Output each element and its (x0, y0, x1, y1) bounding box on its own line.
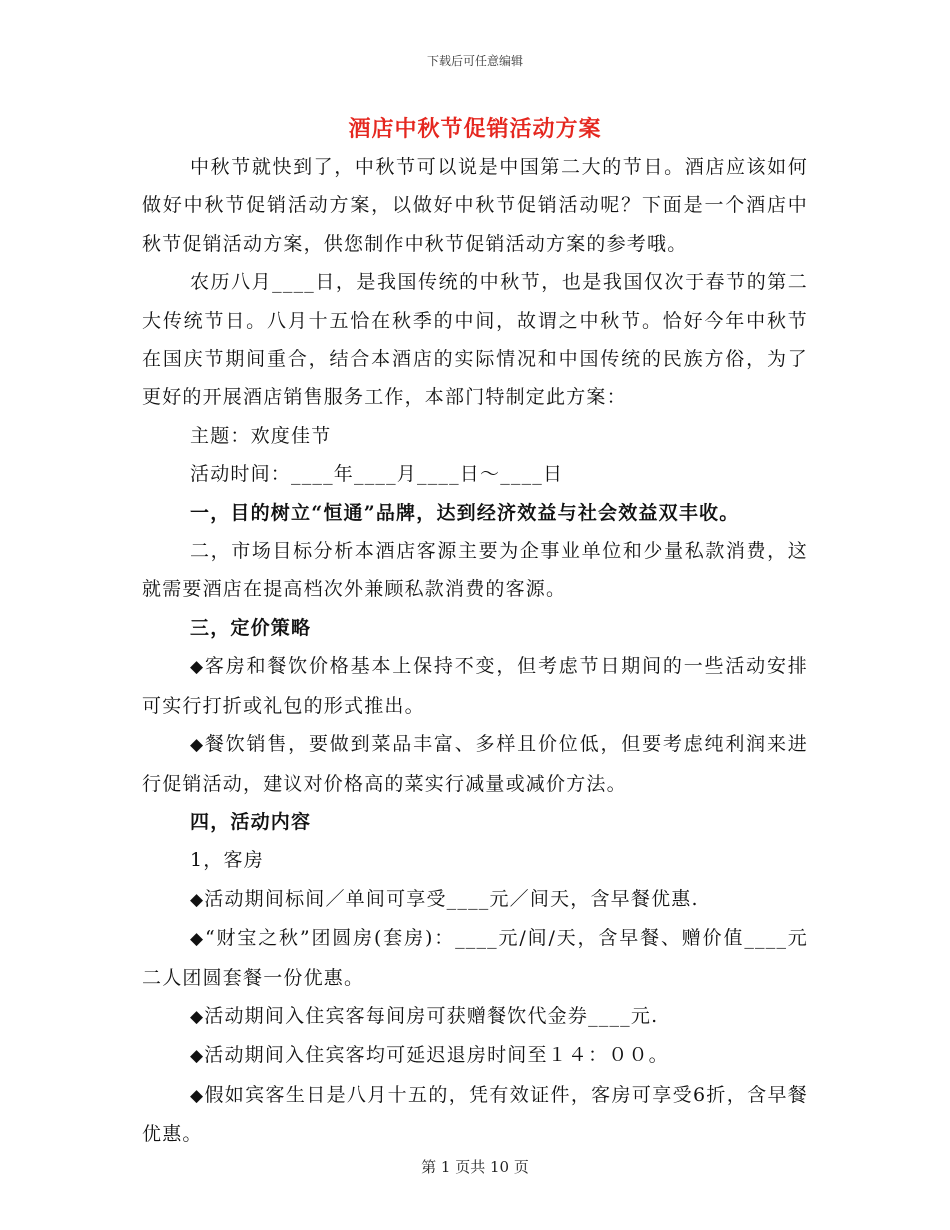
page-header-note: 下载后可任意编辑 (426, 54, 523, 68)
bullet-text: 活动期间标间／单间可享受____元／间天，含早餐优惠. (204, 887, 699, 910)
document-title: 酒店中秋节促销活动方案 (348, 116, 602, 142)
diamond-bullet-icon: ◆ (190, 929, 205, 950)
diamond-bullet-icon: ◆ (190, 1006, 205, 1027)
section-heading-goal: 一，目的树立“恒通”品牌，达到经济效益与社会效益双丰收。 (190, 501, 740, 524)
diamond-bullet-icon: ◆ (190, 889, 205, 910)
bullet-item-reunion-suite (142, 919, 808, 997)
subheading-rooms: 1，客房 (190, 849, 264, 872)
diamond-bullet-icon: ◆ (190, 735, 205, 756)
bullet-item-pricing-rooms (142, 647, 808, 725)
diamond-bullet-icon: ◆ (190, 1085, 205, 1106)
paragraph-intro: 中秋节就快到了，中秋节可以说是中国第二大的节日。酒店应该如何做好中秋节促销活动方案，以做好中秋节促销活动呢？下面是一个酒店中秋节促销活动方案，供您制作中秋节促销活动方案的参考哦。 (142, 156, 808, 255)
bullet-text: 活动期间入住宾客均可延迟退房时间至１４：００。 (204, 1044, 669, 1067)
bullet-text: 餐饮销售，要做到菜品丰富、多样且价位低，但要考虑纯利润来进行促销活动，建议对价格高的菜实行减量或减价方法。 (142, 733, 808, 795)
bullet-item-dining-voucher (142, 997, 808, 1036)
bullet-item-birthday-discount (142, 1076, 808, 1154)
document-body (142, 148, 808, 1154)
paragraph-market-analysis: 二，市场目标分析本酒店客源主要为企事业单位和少量私款消费，这就需要酒店在提高档次外兼顾私款消费的客源。 (142, 540, 808, 601)
paragraph-theme: 主题：欢度佳节 (190, 424, 332, 447)
bullet-item-pricing-dining (142, 725, 808, 803)
bullet-text: 活动期间入住宾客每间房可获赠餐饮代金券____元. (204, 1004, 659, 1027)
bullet-item-standard-room (142, 880, 808, 919)
diamond-bullet-icon: ◆ (190, 1046, 205, 1067)
bullet-text: “财宝之秋”团圆房(套房)：____元/间/天，含早餐、赠价值____元二人团圆套餐一份优惠。 (142, 927, 808, 989)
section-heading-pricing: 三，定价策略 (190, 616, 312, 639)
diamond-bullet-icon: ◆ (190, 657, 205, 678)
page-number-footer: 第 1 页共 10 页 (421, 1158, 529, 1176)
bullet-text: 假如宾客生日是八月十五的，凭有效证件，客房可享受6折，含早餐优惠。 (142, 1083, 808, 1146)
paragraph-activity-time: 活动时间：____年____月____日～____日 (190, 463, 564, 486)
bullet-text: 客房和餐饮价格基本上保持不变，但考虑节日期间的一些活动安排可实行打折或礼包的形式推出。 (142, 655, 808, 717)
section-heading-activities: 四，活动内容 (190, 810, 312, 833)
bullet-item-late-checkout (142, 1036, 808, 1075)
paragraph-background: 农历八月____日，是我国传统的中秋节，也是我国仅次于春节的第二大传统节日。八月十五恰在秋季的中间，故谓之中秋节。恰好今年中秋节在国庆节期间重合，结合本酒店的实际情况和中国传统的民族方俗，为了更好的开展酒店销售服务工作，本部门特制定此方案： (142, 271, 808, 409)
